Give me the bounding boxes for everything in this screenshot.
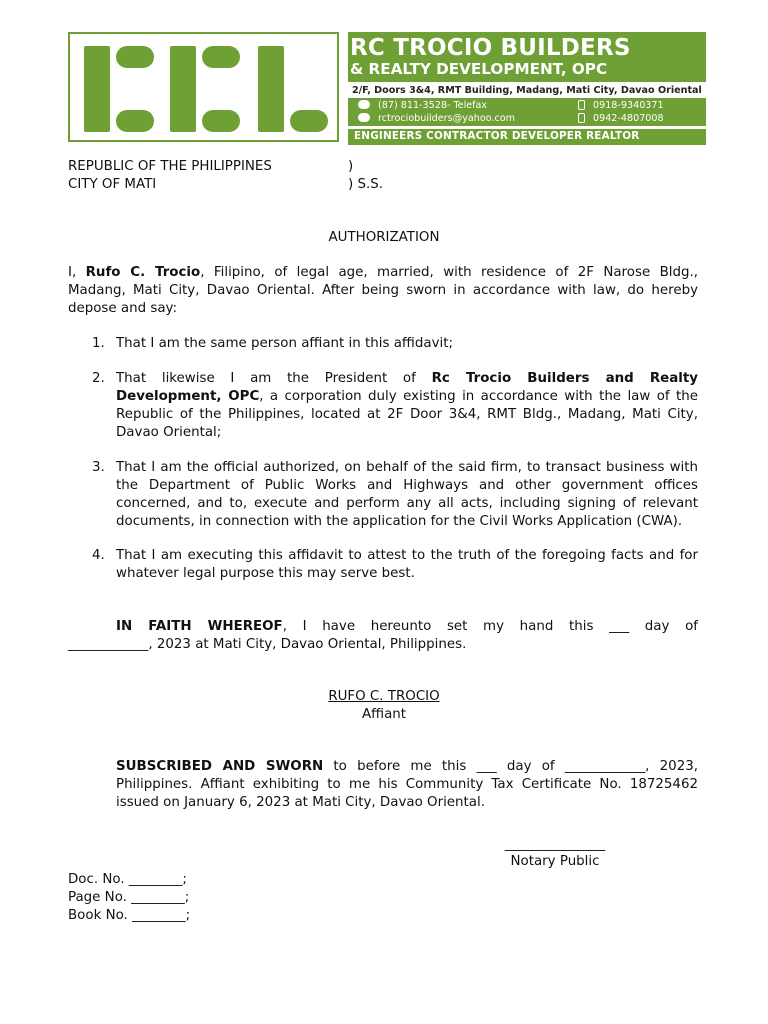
mobile1-text: 0918-9340371 <box>593 100 664 111</box>
contact-band <box>348 98 706 126</box>
jurat-line-1-rest: to before me this ___ day of ____________, 2023, <box>323 759 698 774</box>
company-subtitle: & REALTY DEVELOPMENT, OPC <box>350 60 608 78</box>
faith-line-2: ____________, 2023 at Mati City, Davao Oriental, Philippines. <box>68 637 467 652</box>
intro-line-2: Madang, Mati City, Davao Oriental. After being sworn in accordance with law, do hereby <box>68 283 698 298</box>
company-name-inline: Rc Trocio Builders and Realty <box>431 371 698 386</box>
notary-signature-line: _______________ <box>504 837 606 852</box>
mobile-icon <box>578 113 585 123</box>
item-4-line-2: whatever legal purpose this may serve best. <box>116 566 415 581</box>
intro-prefix: I, <box>68 265 86 280</box>
intro-line-1-rest: , Filipino, of legal age, married, with residence of 2F Narose Bldg., <box>200 265 699 280</box>
phone-contact <box>358 100 487 111</box>
notary-label: Notary Public <box>510 854 600 869</box>
document-title: AUTHORIZATION <box>328 230 440 245</box>
jurat-line-1 <box>116 758 698 776</box>
email-contact <box>358 113 515 124</box>
jurat-line-3: issued on January 6, 2023 at Mati City, Davao Oriental. <box>116 795 485 810</box>
item-1-text: That I am the same person affiant in this affidavit; <box>116 336 453 351</box>
venue-line-2: CITY OF MATI <box>68 177 157 192</box>
item-2-line-2 <box>116 388 698 406</box>
faith-line-1 <box>116 618 698 636</box>
company-name-inline-2: Development, OPC <box>116 389 260 404</box>
item-number: 3. <box>92 460 105 475</box>
item-2-line-4: Davao Oriental; <box>116 425 222 440</box>
item-2-line-1-start: That likewise I am the President of <box>116 371 432 386</box>
item-2-line-3: Republic of the Philippines, located at 2F Door 3&4, RMT Bldg., Madang, Mati City, <box>116 407 698 422</box>
company-address: 2/F, Doors 3&4, RMT Building, Madang, Mati City, Davao Oriental <box>352 85 702 96</box>
doc-number: Doc. No. ________; <box>68 872 187 887</box>
item-3-line-2: the Department of Public Works and Highways and other government offices <box>116 478 698 493</box>
mobile1-contact <box>578 100 664 111</box>
item-number: 4. <box>92 548 105 563</box>
item-number: 1. <box>92 336 105 351</box>
faith-heading: IN FAITH WHEREOF <box>116 619 283 634</box>
intro-line-1 <box>68 264 698 282</box>
mobile2-text: 0942-4807008 <box>593 113 664 124</box>
company-tagline: ENGINEERS CONTRACTOR DEVELOPER REALTOR <box>354 130 640 142</box>
item-3-line-1: That I am the official authorized, on behalf of the said firm, to transact business with <box>116 460 698 475</box>
tagline-band <box>348 129 706 145</box>
jurat-heading: SUBSCRIBED AND SWORN <box>116 759 324 774</box>
letterhead-info <box>348 32 706 146</box>
intro-line-3: depose and say: <box>68 301 177 316</box>
mobile-icon <box>578 100 585 110</box>
email-text: rctrociobuilders@yahoo.com <box>378 113 515 124</box>
venue-mark-1: ) <box>348 159 354 174</box>
item-number: 2. <box>92 371 105 386</box>
letterhead <box>68 32 706 146</box>
page-number: Page No. ________; <box>68 890 190 905</box>
mobile2-contact <box>578 113 664 124</box>
affiant-name: RUFO C. TROCIO <box>328 689 440 704</box>
phone-text: (87) 811-3528- Telefax <box>378 100 488 111</box>
logo-graphic <box>70 34 341 144</box>
item-3-line-4: documents, in connection with the application for the Civil Works Application (CWA). <box>116 514 683 529</box>
affiant-label: Affiant <box>361 707 407 722</box>
item-2-line-2-rest: , a corporation duly existing in accordance with the law of the <box>259 389 699 404</box>
phone-icon <box>358 100 370 109</box>
faith-line-1-rest: , I have hereunto set my hand this ___ day of <box>282 619 698 634</box>
mail-icon <box>358 113 370 122</box>
company-name: RC TROCIO BUILDERS <box>350 35 631 61</box>
company-logo <box>68 32 339 142</box>
venue-mark-2: ) S.S. <box>348 177 383 192</box>
company-banner <box>348 32 706 82</box>
item-3-line-3: concerned, and to, execute and perform any all acts, including signing of relevant <box>116 496 698 511</box>
item-2-line-1 <box>116 370 698 388</box>
venue-line-1: REPUBLIC OF THE PHILIPPINES <box>68 159 272 174</box>
affiant-name-inline: Rufo C. Trocio <box>85 265 201 280</box>
jurat-line-2: Philippines. Affiant exhibiting to me his Community Tax Certificate No. 18725462 <box>116 777 698 792</box>
item-4-line-1: That I am executing this affidavit to attest to the truth of the foregoing facts and for <box>116 548 698 563</box>
book-number: Book No. ________; <box>68 908 191 923</box>
